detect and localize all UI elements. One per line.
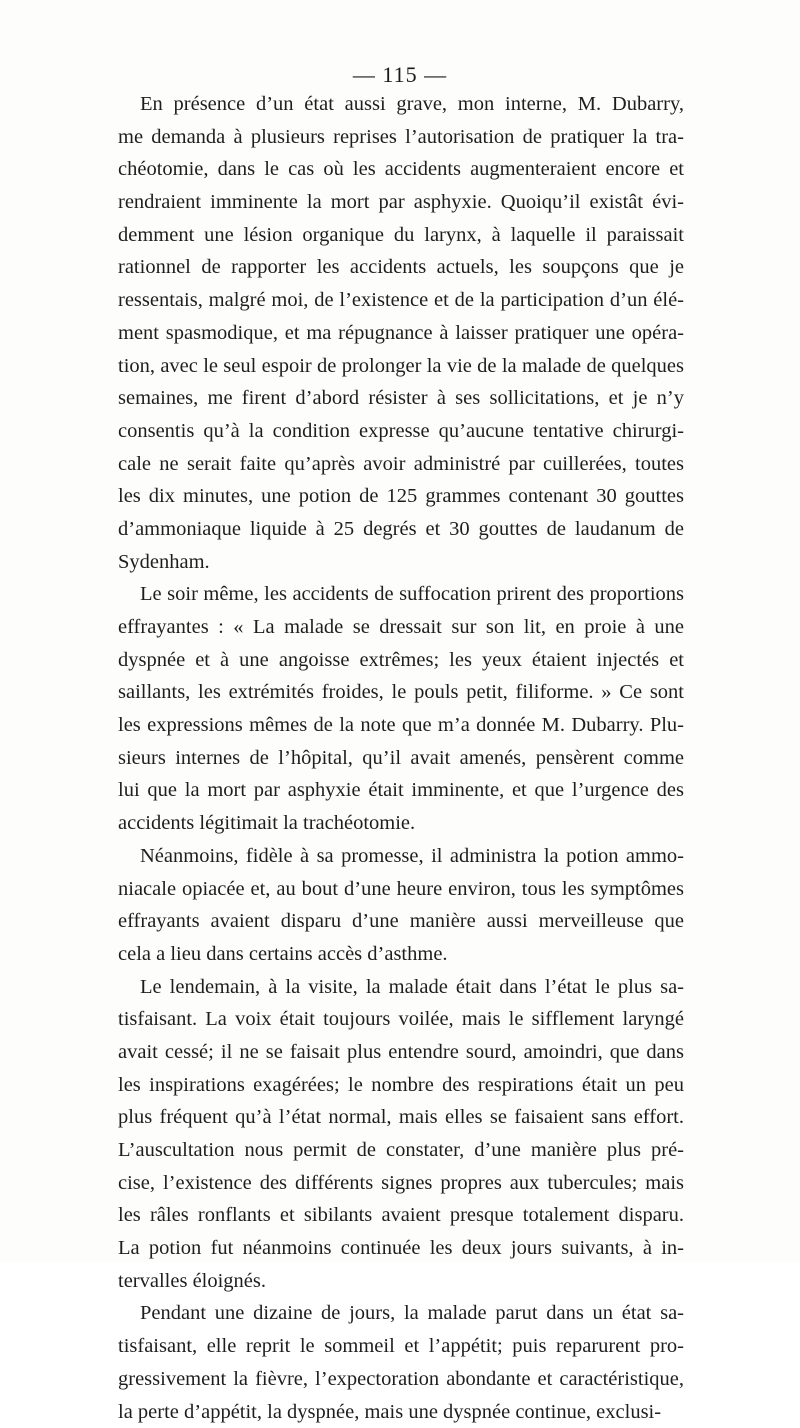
text-line: tisfaisant, elle reprit le sommeil et l’appétit; puis reparurent pro- (118, 1330, 684, 1363)
text-line: les râles ronflants et sibilants avaient presque totalement disparu. (118, 1199, 684, 1232)
text-line: Le soir même, les accidents de suffocation prirent des proportions (118, 578, 684, 611)
text-line: demment une lésion organique du larynx, à laquelle il paraissait (118, 219, 684, 252)
text-line: gressivement la fièvre, l’expectoration abondante et caractéristique, (118, 1363, 684, 1396)
text-line: tervalles éloignés. (118, 1265, 684, 1298)
text-line: Pendant une dizaine de jours, la malade parut dans un état sa- (118, 1297, 684, 1330)
text-line: d’ammoniaque liquide à 25 degrés et 30 gouttes de laudanum de (118, 513, 684, 546)
text-line: les inspirations exagérées; le nombre des respirations était un peu (118, 1069, 684, 1102)
paragraph (118, 971, 684, 1298)
text-line: semaines, me firent d’abord résister à ses sollicitations, et je n’y (118, 382, 684, 415)
text-line: ment spasmodique, et ma répugnance à laisser pratiquer une opéra- (118, 317, 684, 350)
text-line: En présence d’un état aussi grave, mon interne, M. Dubarry, (118, 88, 684, 121)
paragraph (118, 578, 684, 840)
text-line: tisfaisant. La voix était toujours voilée, mais le sifflement laryngé (118, 1003, 684, 1036)
text-line: me demanda à plusieurs reprises l’autorisation de pratiquer la tra- (118, 121, 684, 154)
text-line: Néanmoins, fidèle à sa promesse, il administra la potion ammo- (118, 840, 684, 873)
text-line: effrayants avaient disparu d’une manière aussi merveilleuse que (118, 905, 684, 938)
text-line: cale ne serait faite qu’après avoir administré par cuillerées, toutes (118, 448, 684, 481)
text-line: les expressions mêmes de la note que m’a donnée M. Dubarry. Plu- (118, 709, 684, 742)
text-line: sieurs internes de l’hôpital, qu’il avait amenés, pensèrent comme (118, 742, 684, 775)
paragraph (118, 88, 684, 578)
body-text (118, 88, 684, 1428)
text-line: L’auscultation nous permit de constater, d’une manière plus pré- (118, 1134, 684, 1167)
text-line: saillants, les extrémités froides, le pouls petit, filiforme. » Ce sont (118, 676, 684, 709)
paragraph (118, 1297, 684, 1428)
text-line: cise, l’existence des différents signes propres aux tubercules; mais (118, 1167, 684, 1200)
text-line: les dix minutes, une potion de 125 grammes contenant 30 gouttes (118, 480, 684, 513)
text-line: consentis qu’à la condition expresse qu’aucune tentative chirurgi- (118, 415, 684, 448)
text-line: niacale opiacée et, au bout d’une heure environ, tous les symptômes (118, 873, 684, 906)
text-line: plus fréquent qu’à l’état normal, mais elles se faisaient sans effort. (118, 1101, 684, 1134)
text-line: Le lendemain, à la visite, la malade était dans l’état le plus sa- (118, 971, 684, 1004)
text-line: rationnel de rapporter les accidents actuels, les soupçons que je (118, 251, 684, 284)
text-line: dyspnée et à une angoisse extrêmes; les yeux étaient injectés et (118, 644, 684, 677)
text-line: la perte d’appétit, la dyspnée, mais une dyspnée continue, exclusi- (118, 1396, 684, 1428)
text-line: tion, avec le seul espoir de prolonger la vie de la malade de quelques (118, 350, 684, 383)
text-line: accidents légitimait la trachéotomie. (118, 807, 684, 840)
text-line: lui que la mort par asphyxie était imminente, et que l’urgence des (118, 774, 684, 807)
text-line: effrayantes : « La malade se dressait sur son lit, en proie à une (118, 611, 684, 644)
text-line: avait cessé; il ne se faisait plus entendre sourd, amoindri, que dans (118, 1036, 684, 1069)
text-line: cela a lieu dans certains accès d’asthme. (118, 938, 684, 971)
page-number: — 115 — (0, 62, 800, 88)
text-line: ressentais, malgré moi, de l’existence et de la participation d’un élé- (118, 284, 684, 317)
paragraph (118, 840, 684, 971)
text-line: rendraient imminente la mort par asphyxie. Quoiqu’il existât évi- (118, 186, 684, 219)
text-line: Sydenham. (118, 546, 684, 579)
text-line: La potion fut néanmoins continuée les deux jours suivants, à in- (118, 1232, 684, 1265)
text-line: chéotomie, dans le cas où les accidents augmenteraient encore et (118, 153, 684, 186)
